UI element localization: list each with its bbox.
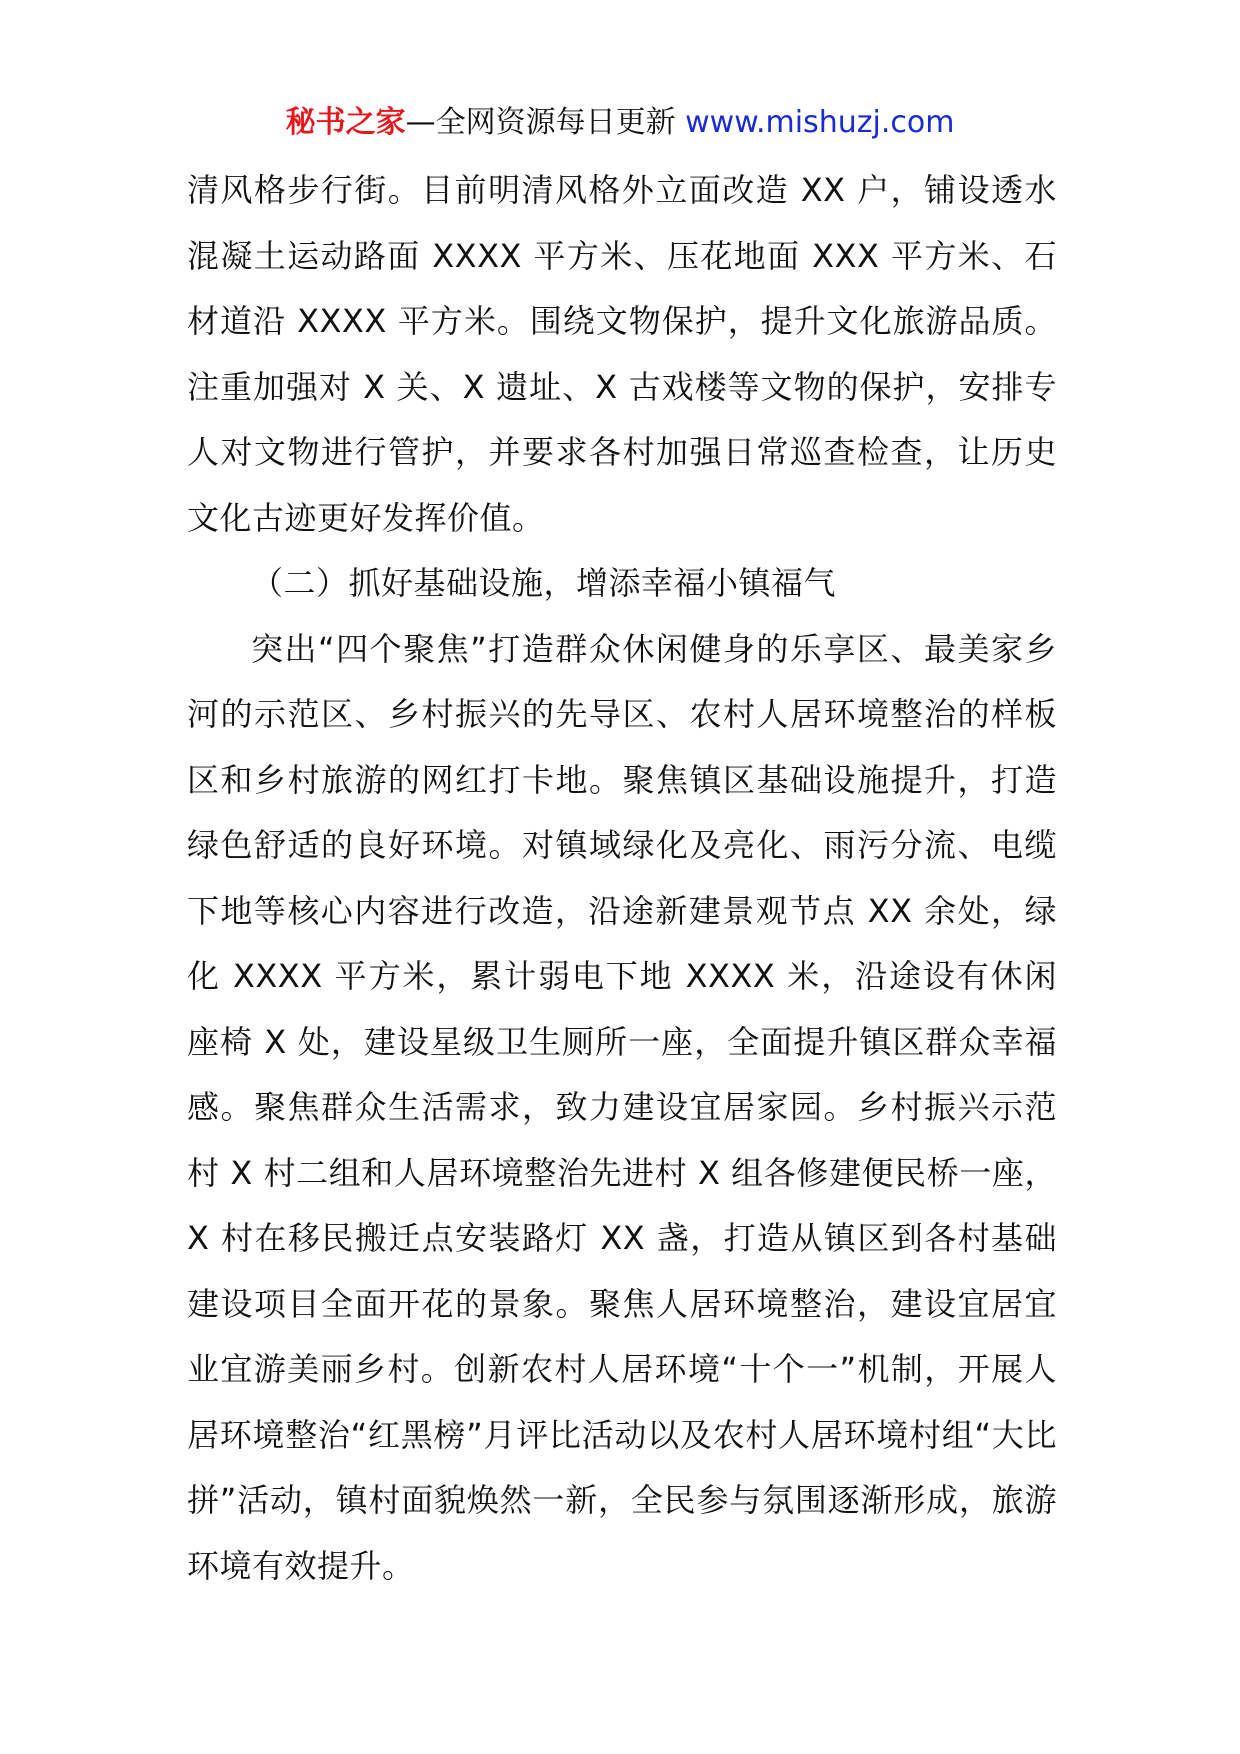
page-header [0, 102, 1240, 144]
header-tagline: —全网资源每日更新 [405, 105, 676, 140]
document-body [187, 158, 1057, 1599]
website-url[interactable]: www.mishuzj.com [685, 105, 955, 140]
section-heading: （二）抓好基础设施，增添幸福小镇福气 [251, 564, 837, 602]
brand-name: 秘书之家 [285, 105, 406, 140]
paragraph-infrastructure: 突出“四个聚焦”打造群众休闲健身的乐享区、最美家乡河的示范区、乡村振兴的先导区、农村人居环境整治的样板区和乡村旅游的网红打卡地。聚焦镇区基础设施提升，打造绿色舒适的良好环境。对镇域绿化及亮化、雨污分流、电缆下地等核心内容进行改造，沿途新建景观节点 XX 余处，绿化 XXXX 平方米，累计弱电下地 XXXX 米，沿途设有休闲座椅 X 处，建设星级卫生厕所一座，全面提升镇区群众幸福感。聚焦群众生活需求，致力建设宜居家园。乡村振兴示范村 X 村二组和人居环境整治先进村 X 组各修建便民桥一座，X 村在移民搬迁点安装路灯 XX 盏，打造从镇区到各村基础建设项目全面开花的景象。聚焦人居环境整治，建设宜居宜业宜游美丽乡村。创新农村人居环境“十个一”机制，开展人居环境整治“红黑榜”月评比活动以及农村人居环境村组“大比拼”活动，镇村面貌焕然一新，全民参与氛围逐渐形成，旅游环境有效提升。 [187, 629, 1057, 1585]
paragraph-continuation: 清风格步行街。目前明清风格外立面改造 XX 户，铺设透水混凝土运动路面 XXXX 平方米、压花地面 XXX 平方米、石材道沿 XXXX 平方米。围绕文物保护，提升文化旅游品质。注重加强对 X 关、X 遗址、X 古戏楼等文物的保护，安排专人对文物进行管护，并要求各村加强日常巡查检查，让历史文化古迹更好发挥价值。 [187, 171, 1057, 537]
